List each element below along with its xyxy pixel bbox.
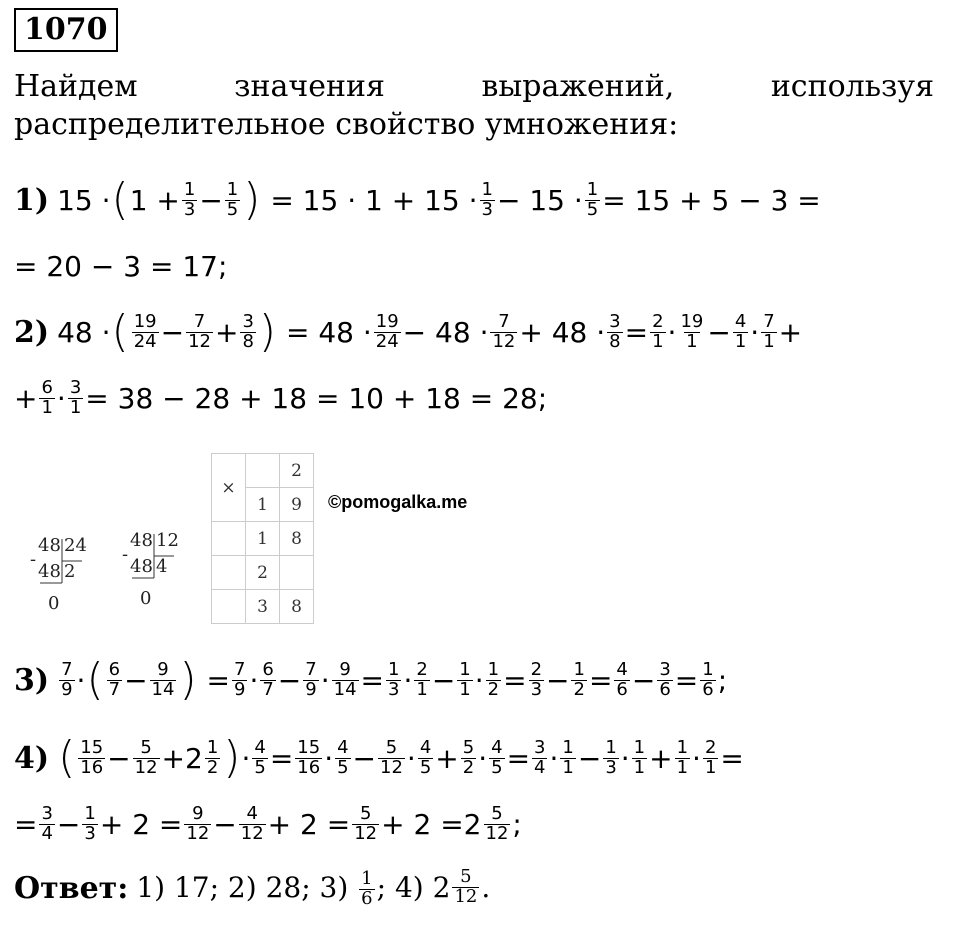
item-label: 2): [14, 314, 50, 350]
intro-text: Найдем значения выражений, используя распределительное свойство умножения:: [14, 69, 934, 142]
solution-line-1b: = 20 − 3 = 17;: [14, 249, 228, 283]
subtrahend: 48: [38, 561, 61, 582]
item-label: 1): [14, 182, 50, 218]
answer-label: Ответ:: [14, 870, 129, 906]
quotient: 4: [156, 556, 168, 577]
divisor: 24: [64, 535, 87, 556]
dividend: 48: [130, 530, 153, 551]
watermark: ©pomogalka.me: [328, 492, 468, 512]
divisor: 12: [156, 530, 179, 551]
solution-line-2b: + 6 1 · 3 1 = 38 − 28 + 18 = 10 + 18 = 28;: [14, 376, 548, 418]
solution-line-1: 1) 15 · ( 1 + 1 3 − 1 5 ) = 15 · 1 + 15 · 1 3 − 15 · 1 5 = 15 + 5 − 3 =: [14, 174, 821, 225]
remainder: 0: [140, 588, 152, 609]
remainder: 0: [48, 593, 60, 614]
quotient: 2: [64, 561, 76, 582]
dividend: 48: [38, 535, 61, 556]
long-division-2: 48 12 - 48 4 0: [122, 530, 182, 617]
problem-number: 1070: [14, 8, 118, 52]
item-label: 4): [14, 740, 50, 776]
solution-line-3: 3) 7 9 · ( 6 7 − 9 14 ) = 7 9 · 6 7 − 7 9 · 9 14 = 1 3 · 2 1 − 1 1 · 1 2 = 2 3 − 1 2 = 4 6 − 3 6 = 1 6 ;: [14, 654, 728, 705]
multiplication-table: × 2 1 9 1 8 2 3 8: [211, 453, 314, 624]
mult-sign: ×: [212, 454, 246, 522]
subtrahend: 48: [130, 556, 153, 577]
solution-line-4: 4) ( 15 16 − 5 12 + 2 1 2 ) · 4 5 = 15 16 · 4 5 − 5 12 · 4 5 + 5 2 · 4 5 = 3 4 · 1 1 − 1 3 · 1 1 + 1 1 · 2 1 =: [14, 732, 744, 783]
solution-line-2: 2) 48 · ( 19 24 − 7 12 + 3 8 ) = 48 · 19 24 − 48 · 7 12 + 48 · 3 8 = 2 1 · 19 1 − 4 1 · 7 1 +: [14, 306, 803, 357]
item-label: 3): [14, 662, 50, 698]
answer-line: Ответ: 1) 17; 2) 28; 3) $\frac{1}{6}$ ; 4) 2 5 12 .: [14, 866, 491, 909]
long-division-1: 48 24 - 48 2 0: [30, 535, 90, 622]
solution-line-4b: = 3 4 − 1 3 + 2 = 9 12 − 4 12 + 2 = 5 12 + 2 = 2 5 12 ;: [14, 802, 522, 844]
